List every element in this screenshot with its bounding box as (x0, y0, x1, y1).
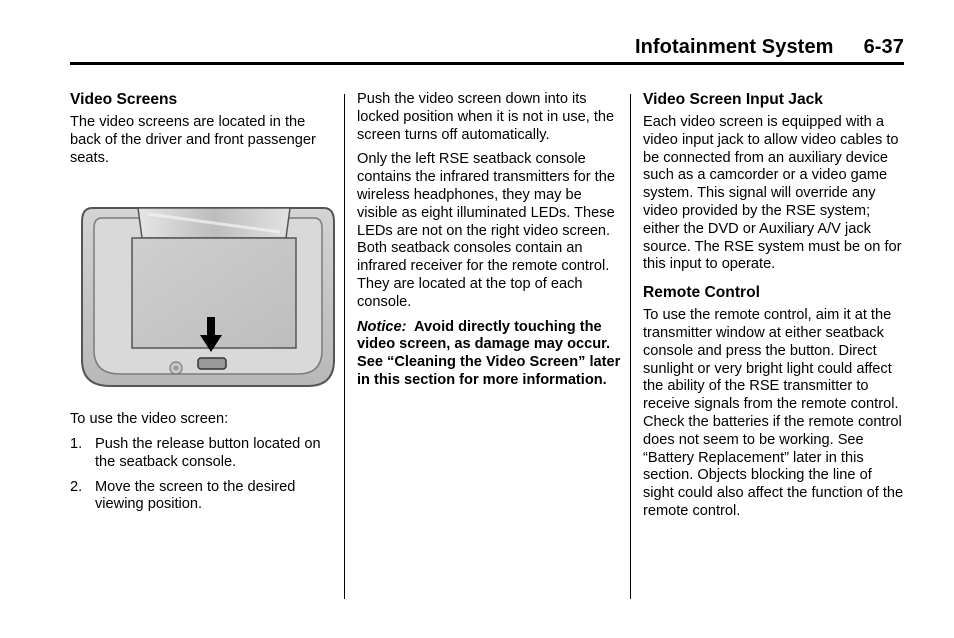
step-number: 2. (70, 478, 83, 495)
remote-control-paragraph: To use the remote control, aim it at the transmitter window at either seatback console and press the button. Direct sunlight or very bright light could affect the ability of the RSE transmitter to receive signals from the remote control. Check the batteries if the remote control does not seem to be working. See “Battery Replacement” later in this section. Objects blocking the line of sight could also affect the function of the remote control. (643, 307, 904, 519)
column-divider (344, 94, 345, 599)
input-jack-paragraph: Each video screen is equipped with a video input jack to allow video cables to be connected from an auxiliary device such as a camcorder or a video game system. This signal will override any video provided by the RSE system; either the DVD or Auxiliary A/V jack source. The RSE system must be on for this input to operate. (643, 114, 902, 273)
column-3 (643, 91, 905, 528)
notice-label: Notice: (357, 318, 407, 335)
section-title: Infotainment System (634, 36, 834, 58)
rse-paragraph: Only the left RSE seatback console contains the infrared transmitters for the wireless headphones, they may be visible as eight illuminated LEDs. These LEDs are not on the right video screen. Both seatback consoles contain an infrared receiver for the remote control. They are located at the top of each console. (357, 151, 615, 310)
notice-paragraph (357, 319, 622, 390)
column-1 (70, 91, 335, 521)
video-screens-heading: Video Screens (70, 91, 178, 108)
video-screen-illustration (80, 200, 336, 390)
release-button (198, 358, 226, 369)
page-number: 6-37 (863, 36, 904, 58)
lock-paragraph: Push the video screen down into its locked position when it is not in use, the screen turns off automatically. (357, 91, 615, 143)
page-header (635, 36, 904, 59)
list-item (70, 436, 335, 472)
step-number: 1. (70, 435, 83, 452)
input-jack-heading: Video Screen Input Jack (643, 91, 823, 108)
remote-control-heading: Remote Control (643, 284, 760, 302)
column-divider (630, 94, 631, 599)
header-rule (70, 62, 904, 65)
step-text: Move the screen to the desired viewing position. (95, 478, 296, 513)
use-intro: To use the video screen: (70, 411, 229, 428)
notice-text: Avoid directly touching the video screen, as damage may occur. See “Cleaning the Video Screen” later in this section for more information. (357, 318, 621, 388)
list-item (70, 479, 335, 515)
video-screens-intro: The video screens are located in the back of the driver and front passenger seats. (70, 114, 316, 166)
steps-list (70, 436, 335, 514)
step-text: Push the release button located on the seatback console. (95, 435, 321, 470)
column-2 (357, 91, 622, 397)
